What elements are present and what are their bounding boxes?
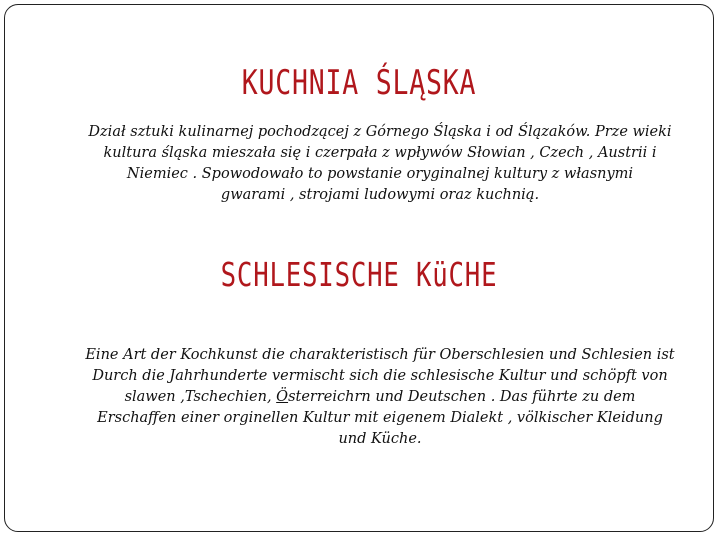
paragraph-german	[75, 345, 685, 450]
paragraph-polish	[75, 122, 685, 206]
paragraph-polish-line: Dział sztuki kulinarnej pochodzącej z Górnego Śląska i od Ślązaków. Prze wieki	[88, 124, 672, 140]
paragraph-polish-line: gwarami , strojami ludowymi oraz kuchnią.	[220, 187, 540, 203]
title-german: SCHLESISCHE KüCHE	[220, 255, 498, 294]
slide-frame	[4, 4, 714, 532]
paragraph-polish-line: Niemiec . Spowodowało to powstanie oryginalnej kultury z własnymi	[126, 166, 634, 182]
paragraph-german-line	[75, 387, 685, 408]
line-segment: sterreichrn und Deutschen . Das führte zu dem	[288, 389, 636, 405]
line-segment: slawen ,Tschechien,	[124, 389, 277, 405]
paragraph-german-line: Durch die Jahrhunderte vermischt sich die schlesische Kultur und schöpft von	[92, 368, 668, 384]
paragraph-german-line: Eine Art der Kochkunst die charakteristisch für Oberschlesien und Schlesien ist	[85, 347, 675, 363]
paragraph-german-line: Erschaffen einer orginellen Kultur mit eigenem Dialekt , völkischer Kleidung	[97, 410, 663, 426]
underlined-letter: Ö	[276, 389, 289, 405]
paragraph-polish-line: kultura śląska mieszała się i czerpała z wpływów Słowian , Czech , Austrii i	[103, 145, 657, 161]
title-polish: KUCHNIA ŚLĄSKA	[241, 63, 477, 103]
paragraph-german-line: und Küche.	[338, 431, 422, 447]
